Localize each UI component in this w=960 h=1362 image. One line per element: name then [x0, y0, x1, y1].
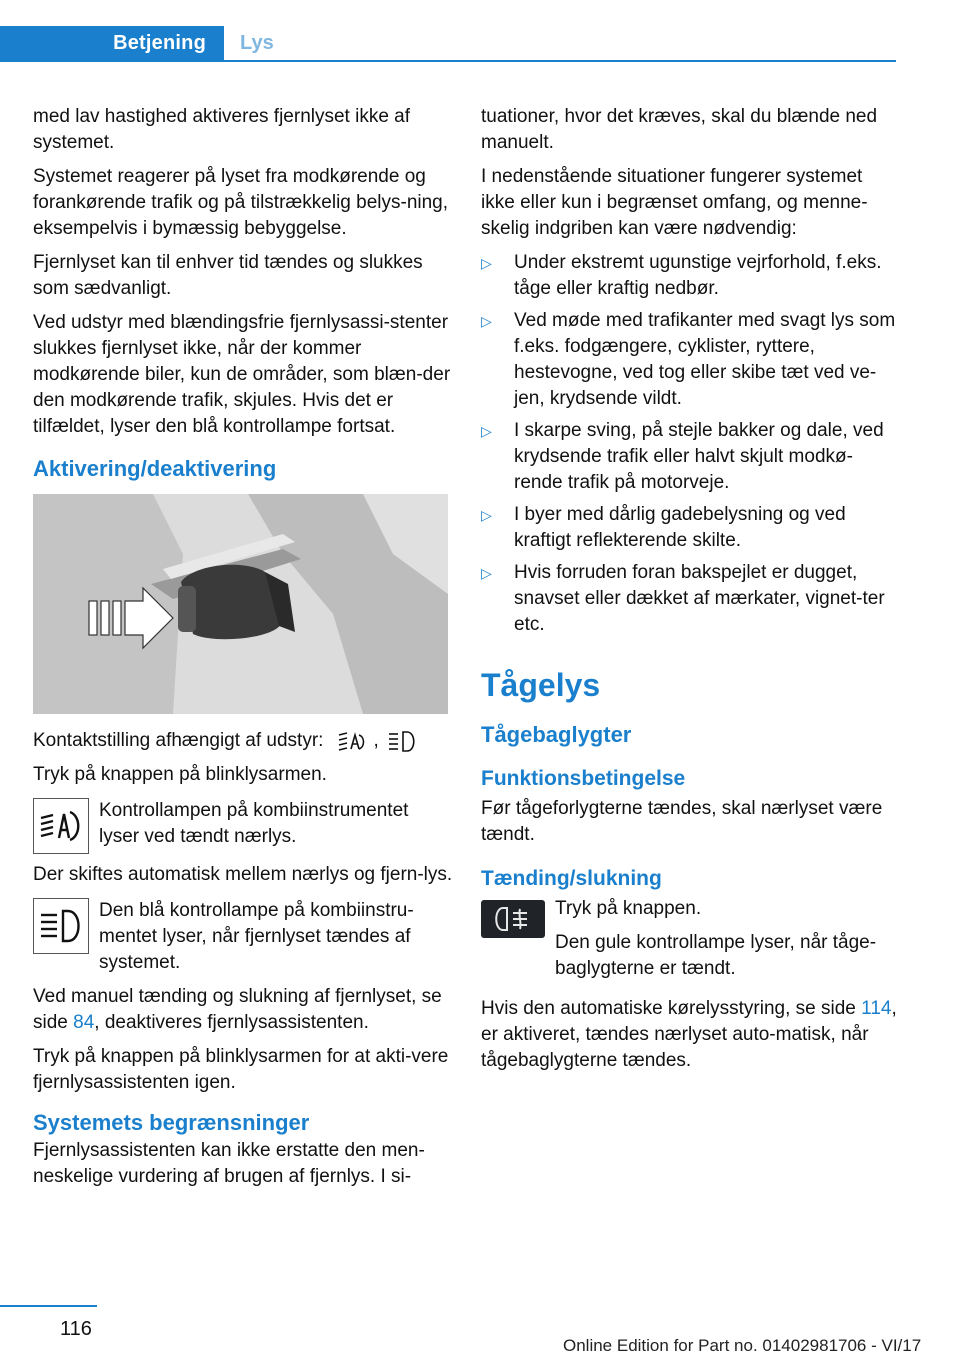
- header-rule: [0, 60, 896, 62]
- heading-function-condition: Funktionsbetingelse: [481, 767, 686, 790]
- indicator-text: Kontrollampen på kombiinstrumentet lyser ved tændt nærlys.: [99, 800, 409, 847]
- tab-betjening-label: Betjening: [113, 32, 206, 54]
- paragraph: Fjernlysassistenten kan ikke erstatte den men-neskelige vurdering af brugen af fjernlys. I si-: [33, 1140, 425, 1187]
- ignition-auto-icon: [337, 729, 367, 753]
- page-link-84[interactable]: 84: [73, 1012, 95, 1033]
- list-item-text: Under ekstremt ugunstige vejrforhold, f.eks. tåge eller kraftig nedbør.: [514, 252, 882, 299]
- paragraph: Systemet reagerer på lyset fra modkørende og forankørende trafik og på tilstrækkelig belys-ning, eksempelvis i bymæssig bebyggelse.: [33, 166, 449, 239]
- left-column: [33, 104, 453, 1198]
- text: Ved manuel tænding og slukning af fjernlyset, se side: [33, 986, 442, 1033]
- contact-separator: ,: [373, 730, 379, 751]
- paragraph: [481, 996, 897, 1074]
- contact-label: Kontaktstilling afhængigt af udstyr:: [33, 730, 324, 751]
- fog-button-text: Tryk på knappen.: [555, 898, 702, 919]
- edition-note: Online Edition for Part no. 01402981706 - VI/17: [563, 1336, 922, 1355]
- bullet-triangle-icon: ▷: [481, 423, 492, 439]
- right-column: [481, 104, 897, 1082]
- heading-switch-on-off: Tænding/slukning: [481, 867, 662, 890]
- tab-betjening[interactable]: [0, 26, 224, 62]
- paragraph: tuationer, hvor det kræves, skal du blænde ned manuelt.: [481, 106, 878, 153]
- low-beam-auto-indicator-icon: [33, 798, 89, 854]
- page-header: [0, 0, 960, 62]
- list-item-text: Hvis forruden foran bakspejlet er dugget, snavset eller dækket af mærkater, vignet-ter etc.: [514, 562, 885, 635]
- paragraph: Fjernlyset kan til enhver tid tændes og slukkes som sædvanligt.: [33, 252, 423, 299]
- limitations-list: [481, 250, 897, 638]
- paragraph: Før tågeforlygterne tændes, skal nærlyset være tændt.: [481, 798, 883, 845]
- text: , er aktiveret, tændes nærlyset auto-matisk, når tågebaglygterne tændes.: [481, 998, 897, 1071]
- list-item-text: I byer med dårlig gadebelysning og ved kraftigt reflekterende skilte.: [514, 504, 846, 551]
- list-item: [481, 250, 897, 302]
- paragraph: [33, 984, 453, 1036]
- paragraph: med lav hastighed aktiveres fjernlyset ikke af systemet.: [33, 106, 411, 153]
- indicator-row-high-beam: [33, 898, 453, 976]
- high-beam-assist-icon: [387, 729, 417, 753]
- heading-fog-lights: Tågelys: [481, 667, 601, 703]
- paragraph: Ved udstyr med blændingsfrie fjernlysassi-stenter slukkes fjernlyset ikke, når der kommer modkørende biler, kun de områder, som blæn-der den modkørende trafik, skjules. Hvis det er tilfældet, lyser den blå kontrollampe fortsat.: [33, 312, 451, 437]
- contact-position-line: [33, 728, 453, 754]
- rear-fog-light-icon: [493, 905, 533, 933]
- fog-button-text: Den gule kontrollampe lyser, når tåge-baglygterne er tændt.: [555, 932, 877, 979]
- heading-limitations: Systemets begrænsninger: [33, 1110, 310, 1135]
- list-item: [481, 560, 897, 638]
- page-number: 116: [60, 1318, 92, 1340]
- list-item: [481, 308, 897, 412]
- paragraph: I nedenstående situationer fungerer systemet ikke eller kun i begrænset omfang, og menne-skelig indgriben kan være nødvendig:: [481, 166, 868, 239]
- rear-fog-light-button[interactable]: [481, 900, 545, 938]
- page-link-114[interactable]: 114: [861, 998, 892, 1019]
- fog-button-texts: [555, 896, 897, 982]
- lever-illustration: [33, 494, 448, 714]
- paragraph: Der skiftes automatisk mellem nærlys og fjern-lys.: [33, 864, 453, 885]
- bullet-triangle-icon: ▷: [481, 255, 492, 271]
- bullet-triangle-icon: ▷: [481, 313, 492, 329]
- list-item: [481, 418, 897, 496]
- indicator-row-low-beam: [33, 798, 453, 854]
- indicator-text: Den blå kontrollampe på kombiinstru-mentet lyser, når fjernlyset tændes af systemet.: [99, 900, 414, 973]
- list-item: [481, 502, 897, 554]
- heading-activation: Aktivering/deaktivering: [33, 456, 277, 481]
- paragraph: Tryk på knappen på blinklysarmen for at akti-vere fjernlysassistenten igen.: [33, 1046, 449, 1093]
- heading-rear-fog-lights: Tågebaglygter: [481, 722, 632, 747]
- text: Hvis den automatiske kørelysstyring, se side: [481, 998, 856, 1019]
- footer-rule: [0, 1305, 97, 1307]
- tab-lys[interactable]: Lys: [240, 32, 274, 54]
- fog-button-row: [481, 896, 897, 982]
- list-item-text: Ved møde med trafikanter med svagt lys som f.eks. fodgængere, cyklister, ryttere, hestevogne, ved tog eller skibe tæt ved ve-jen, krydsende vildt.: [514, 310, 896, 409]
- list-item-text: I skarpe sving, på stejle bakker og dale, ved krydsende trafik eller halvt skjult modkø-rende trafik på motorveje.: [514, 420, 884, 493]
- high-beam-indicator-icon: [33, 898, 89, 954]
- bullet-triangle-icon: ▷: [481, 507, 492, 523]
- paragraph: Tryk på knappen på blinklysarmen.: [33, 764, 327, 785]
- text: , deaktiveres fjernlysassistenten.: [94, 1012, 369, 1033]
- bullet-triangle-icon: ▷: [481, 565, 492, 581]
- turn-signal-lever-photo: [33, 494, 448, 714]
